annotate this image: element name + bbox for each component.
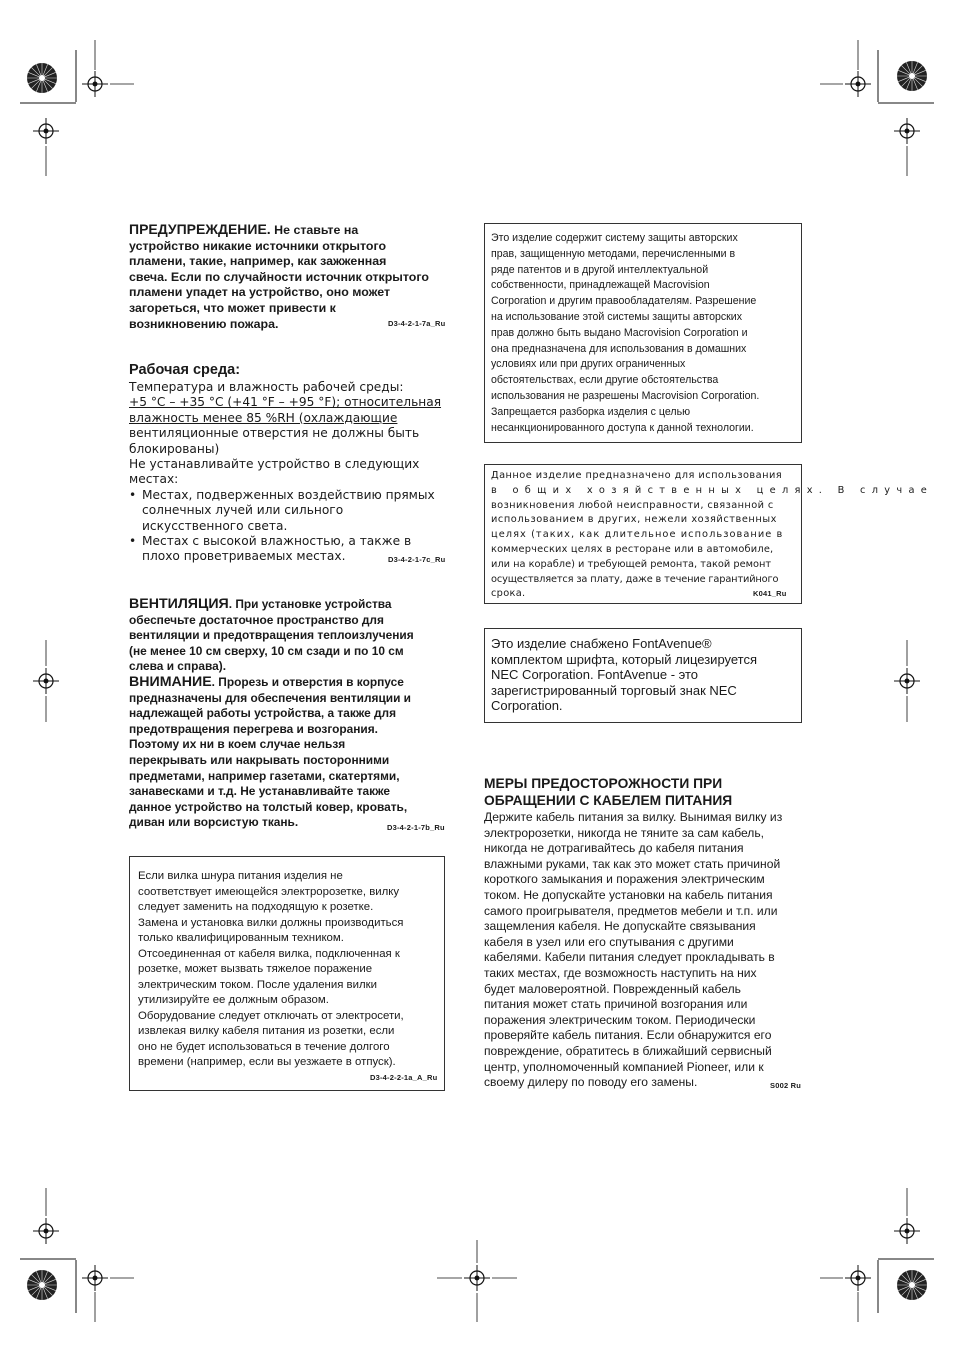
plug-line: следует заменить на подходящую к розетке. bbox=[138, 901, 374, 913]
warning-line: пламени упадет на устройство, оно может bbox=[129, 285, 391, 300]
power-cable-line: никогда не дотрагивайтесь до кабеля питания bbox=[484, 841, 744, 856]
power-cable-line: самого проигрывателя, предметов мебели и т.п. или bbox=[484, 903, 778, 918]
household-line: возникновения любой неисправности, связанной с bbox=[491, 499, 774, 511]
ventilation-line: обеспечьте достаточное пространство для bbox=[129, 612, 384, 627]
caution-line: надлежащей работы устройства, а также для bbox=[129, 706, 397, 721]
warning-line: свеча. Если по случайности источник открытого bbox=[129, 269, 429, 284]
power-cable-title: МЕРЫ ПРЕДОСТОРОЖНОСТИ ПРИ ОБРАЩЕНИИ С КАБЕЛЕМ ПИТАНИЯ bbox=[484, 776, 733, 808]
operating-env-code: D3-4-2-1-7c_Ru bbox=[388, 555, 446, 564]
plug-line: времени (например, если вы уезжаете в отпуск). bbox=[138, 1056, 396, 1068]
warning-line: пламени, такие, например, как зажженная bbox=[129, 254, 387, 269]
font-line: Это изделие снабжено FontAvenue® bbox=[491, 636, 712, 651]
ventilation-section bbox=[129, 597, 451, 831]
macrovision-line: прав должно быть выдано Macrovision Corporation и bbox=[491, 326, 748, 339]
macrovision-line: Это изделие содержит систему защиты авторских bbox=[491, 232, 738, 244]
caution-title: ВНИМАНИЕ bbox=[129, 673, 212, 690]
power-cable-line: будет маловероятной. Поврежденный кабель bbox=[484, 981, 741, 996]
plug-line: Замена и установка вилки должны производиться bbox=[138, 916, 404, 929]
caution-line: диван или ворсистую ткань. bbox=[129, 815, 299, 830]
ventilation-title: ВЕНТИЛЯЦИЯ bbox=[129, 596, 229, 612]
env-line: блокированы) bbox=[129, 441, 220, 456]
household-line: в общих хозяйственных целях. В случае bbox=[491, 484, 934, 496]
caution-line: предназначены для обеспечения вентиляции и bbox=[129, 690, 411, 705]
household-line: Данное изделие предназначено для использования bbox=[491, 470, 783, 481]
power-cable-line: защемления кабеля. Не допускайте связывания bbox=[484, 919, 756, 934]
env-line: вентиляционные отверстия не должны быть bbox=[129, 426, 420, 441]
power-cable-code: S002 Ru bbox=[770, 1081, 801, 1090]
caution-line: перекрывать или накрывать посторонними bbox=[129, 752, 390, 767]
household-line: осуществляется за плату, даже в течение гарантийного bbox=[491, 573, 779, 585]
macrovision-line: использования не разрешены Macrovision Corporation. bbox=[491, 389, 760, 402]
caution-line-1: ВНИМАНИЕ. Прорезь и отверстия в корпусе bbox=[129, 673, 404, 690]
macrovision-line: Запрещается разборка изделия с целью bbox=[491, 405, 691, 418]
ventilation-code: D3-4-2-1-7b_Ru bbox=[387, 823, 445, 832]
power-cable-line: проверяйте кабель питания. Если обнаружится его bbox=[484, 1028, 772, 1043]
macrovision-line: ряде патентов и в другой интеллектуальной bbox=[491, 263, 709, 276]
macrovision-line: несанкционированного доступа к данной технологии. bbox=[491, 421, 754, 434]
household-line: использованием в других, нежели хозяйственных bbox=[491, 514, 777, 526]
macrovision-line: собственности, принадлежащей Macrovision bbox=[491, 279, 710, 292]
macrovision-line: условиях или при других ограниченных bbox=[491, 358, 686, 371]
macrovision-line: она предназначена для использования в домашних bbox=[491, 342, 747, 355]
power-cable-section bbox=[484, 775, 806, 1091]
font-line: NEC Corporation. FontAvenue - это bbox=[491, 667, 699, 683]
bullet-icon: • bbox=[129, 487, 137, 502]
env-line: +5 °C – +35 °C (+41 °F – +95 °F); относительная bbox=[129, 395, 442, 410]
plug-line: утилизируйте ее должным образом. bbox=[138, 994, 329, 1006]
ventilation-line: слева и справа). bbox=[129, 659, 227, 674]
font-line: Corporation. bbox=[491, 698, 563, 714]
household-use-box bbox=[484, 464, 934, 604]
plug-notice-box bbox=[129, 856, 445, 1091]
power-cable-line: короткого замыкания и поражения электрическим bbox=[484, 872, 765, 887]
power-cable-line: Держите кабель питания за вилку. Вынимая вилку из bbox=[484, 810, 783, 824]
power-cable-line: влажными руками, так как это может стать причиной bbox=[484, 856, 781, 871]
caution-line: предметами, например газетами, скатертями, bbox=[129, 768, 400, 783]
power-cable-line: таких местах, где возможность наступить на них bbox=[484, 965, 757, 980]
warning-line: устройство никакие источники открытого bbox=[129, 238, 387, 253]
household-line: коммерческих целях в ресторане или в автомобиле, bbox=[491, 543, 774, 555]
power-cable-line: питания может стать причиной возгорания или bbox=[484, 997, 748, 1012]
plug-line: только квалифицированным техником. bbox=[138, 932, 344, 944]
plug-line: оно не будет использоваться в течение долгого bbox=[138, 1040, 390, 1053]
macrovision-line: обстоятельствах, если другие обстоятельства bbox=[491, 374, 719, 387]
font-line: зарегистрированный торговый знак NEC bbox=[491, 682, 737, 698]
font-line: комплектом шрифта, который лицезируется bbox=[491, 651, 758, 667]
env-line: влажность менее 85 %RH (охлаждающие bbox=[129, 410, 398, 425]
plug-line: розетке, может вызвать тяжелое поражение bbox=[138, 963, 373, 975]
household-line: целях (таких, как длительное использование в bbox=[491, 529, 784, 541]
macrovision-line: Corporation и другим правообладателям. Разрешение bbox=[491, 295, 757, 308]
plug-code: D3-4-2-2-1a_A_Ru bbox=[370, 1073, 438, 1082]
warning-line: возникновению пожара. bbox=[129, 316, 279, 331]
warning-title: ПРЕДУПРЕЖДЕНИЕ. bbox=[129, 221, 271, 237]
env-line: Температура и влажность рабочей среды: bbox=[129, 380, 404, 394]
env-bullet-item: • Местах, подверженных воздействию прямых солнечных лучей или сильного искусственного света. bbox=[129, 487, 435, 533]
env-bullet-item: • Местах с высокой влажностью, а также в плохо проветриваемых местах. bbox=[129, 534, 412, 564]
font-notice-box bbox=[484, 628, 802, 723]
macrovision-line: прав, защищенную методами, перечисленными в bbox=[491, 247, 736, 260]
operating-env-title: Рабочая среда: bbox=[129, 362, 241, 378]
warning-code: D3-4-2-1-7a_Ru bbox=[388, 319, 446, 328]
caution-line: Поэтому их ни в коем случае нельзя bbox=[129, 737, 346, 752]
env-line: Не устанавливайте устройство в следующих bbox=[129, 457, 420, 472]
warning-line-1: ПРЕДУПРЕЖДЕНИЕ. Не ставьте на bbox=[129, 221, 359, 237]
ventilation-line: (не менее 10 см сверху, 10 см сзади и по 10 см bbox=[129, 643, 404, 658]
caution-line: предотвращения перегрева и возгорания. bbox=[129, 721, 378, 736]
plug-line: электрическим током. После удаления вилки bbox=[138, 978, 377, 991]
power-cable-line: центр, уполномоченный компанией Pioneer, или к bbox=[484, 1059, 764, 1074]
caution-line: занавесками и т.д. Не устанавливайте также bbox=[129, 784, 390, 799]
household-line: срока. bbox=[491, 588, 526, 600]
power-cable-line: кабеля в узел или его спутывания с другими bbox=[484, 934, 734, 949]
power-cable-line: своему дилеру по поводу его замены. bbox=[484, 1075, 698, 1090]
power-cable-line: поражения электрическим током. Периодически bbox=[484, 1012, 756, 1027]
plug-line: соответствует имеющейся электророзетке, вилку bbox=[138, 885, 400, 898]
operating-env-section bbox=[129, 362, 451, 565]
plug-line: Оборудование следует отключать от электросети, bbox=[138, 1009, 404, 1022]
warning-line: загореться, что может привести к bbox=[129, 300, 336, 315]
env-line: местах: bbox=[129, 472, 179, 487]
household-line: или на корабле) и требующей ремонта, такой ремонт bbox=[491, 558, 772, 570]
power-cable-line: током. Не допускайте установки на кабель питания bbox=[484, 887, 773, 902]
warning-section bbox=[129, 222, 449, 332]
ventilation-line-1: ВЕНТИЛЯЦИЯ. При установке устройства bbox=[129, 596, 392, 612]
power-cable-line: электророзетки, никогда не тяните за сам кабель, bbox=[484, 825, 765, 840]
caution-line: данное устройство на толстый ковер, кровать, bbox=[129, 799, 408, 814]
household-code: K041_Ru bbox=[753, 589, 787, 598]
ventilation-line: вентиляции и предотвращения теплоизлучения bbox=[129, 628, 414, 643]
bullet-icon: • bbox=[129, 534, 137, 549]
plug-line: извлекая вилку кабеля питания из розетки, если bbox=[138, 1025, 395, 1037]
plug-line: Если вилка шнура питания изделия не bbox=[138, 870, 343, 882]
power-cable-line: повреждение, обратитесь в ближайший сервисный bbox=[484, 1043, 772, 1058]
plug-line: Отсоединенная от кабеля вилка, подключенная к bbox=[138, 947, 400, 960]
macrovision-line: на использование этой системы защиты авторских bbox=[491, 310, 743, 323]
macrovision-notice-box bbox=[484, 223, 802, 443]
power-cable-line: кабелями. Кабели питания следует прокладывать в bbox=[484, 950, 775, 965]
